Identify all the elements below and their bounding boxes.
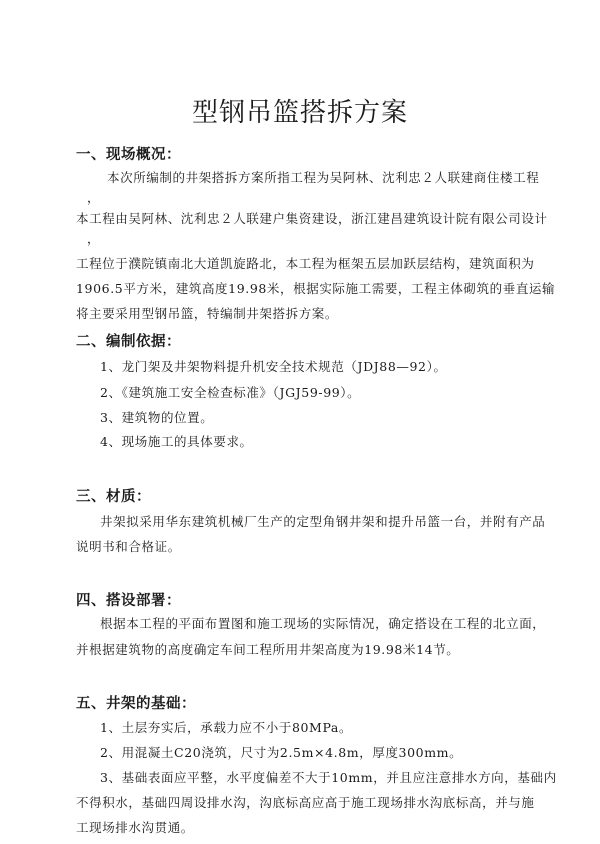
list-item: 3、基础表面应平整，水平度偏差不大于10mm，并且应注意排水方向，基础内 [100, 770, 557, 785]
paragraph-line: 工程位于濮院镇南北大道凯旋路北，本工程为框架五层加跃层结构，建筑面积为 [76, 256, 535, 271]
paragraph-line: 说明书和合格证。 [76, 539, 181, 554]
section-heading-basis: 二、编制依据： [76, 333, 181, 350]
list-item: 4、现场施工的具体要求。 [100, 434, 253, 449]
paragraph-line: 工现场排水沟贯通。 [76, 820, 194, 835]
paragraph-line: 不得积水，基础四周设排水沟，沟底标高应高于施工现场排水沟底标高，并与施 [76, 795, 535, 810]
paragraph-line: 本工程由吴阿林、沈利忠２人联建户集资建设，浙江建昌建筑设计院有限公司设计 [76, 211, 548, 226]
paragraph-line: 并根据建筑物的高度确定车间工程所用井架高度为19.98米14节。 [76, 642, 460, 657]
list-item: 1、土层夯实后，承载力应不小于80MPa。 [100, 720, 353, 735]
list-item: 2、《建筑施工安全检查标准》（JGJ59-99）。 [100, 385, 361, 400]
list-item: 2、用混凝土C20浇筑，尺寸为2.5m×4.8m，厚度300mm。 [100, 745, 463, 760]
document-title: 型钢吊篮搭拆方案 [191, 98, 408, 128]
paragraph-line: 根据本工程的平面布置图和施工现场的实际情况，确定搭设在工程的北立面， [100, 616, 546, 631]
section-heading-foundation: 五、井架的基础： [76, 695, 196, 712]
section-heading-material: 三、材质： [76, 488, 151, 505]
paragraph-line: 1906.5平方米，建筑高度19.98米，根据实际施工需要，工程主体砌筑的垂直运输 [76, 281, 556, 296]
section-heading-erection-plan: 四、搭设部署： [76, 592, 181, 609]
paragraph-line: 本次所编制的井架搭拆方案所指工程为吴阿林、沈利忠２人联建商住楼工程 [107, 170, 540, 185]
list-item: 1、龙门架及井架物料提升机安全技术规范（JDJ88—92）。 [100, 359, 447, 374]
paragraph-line: ， [87, 231, 101, 246]
paragraph-line: ， [87, 190, 101, 205]
paragraph-line: 将主要采用型钢吊篮，特编制井架搭拆方案。 [76, 306, 339, 321]
paragraph-line: 井架拟采用华东建筑机械厂生产的定型角钢井架和提升吊篮一台，并附有产品 [100, 514, 546, 529]
section-heading-site-overview: 一、现场概况： [76, 146, 181, 163]
list-item: 3、建筑物的位置。 [100, 410, 214, 425]
